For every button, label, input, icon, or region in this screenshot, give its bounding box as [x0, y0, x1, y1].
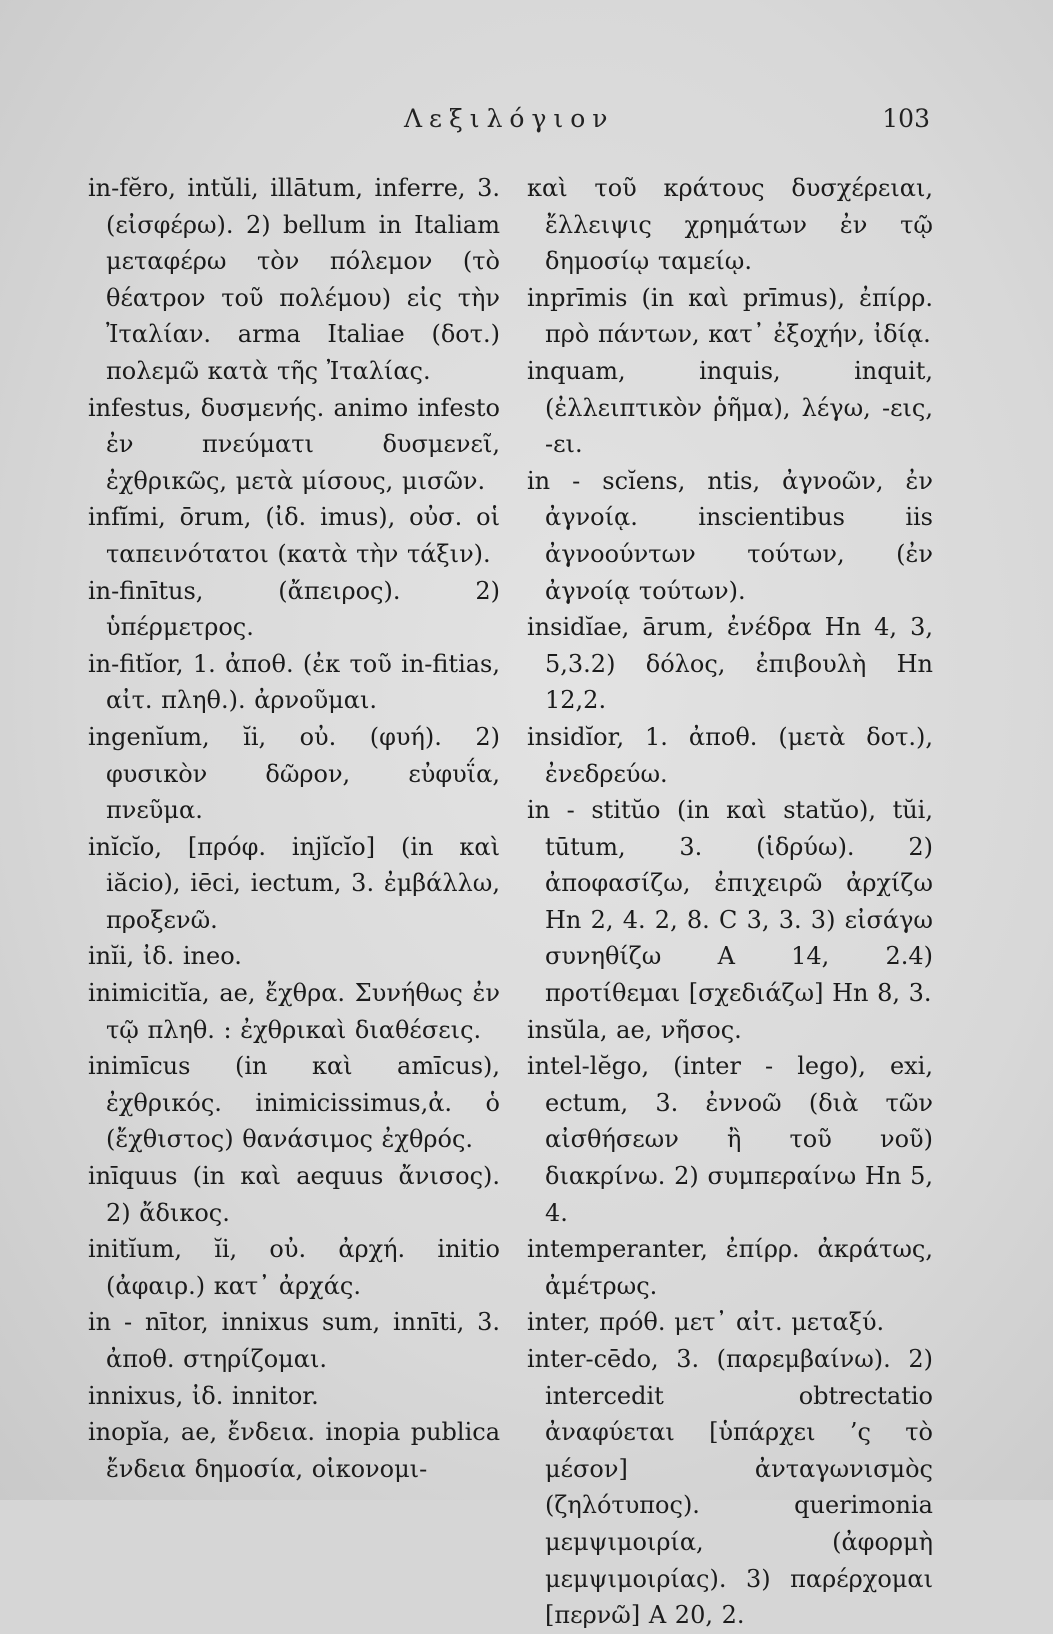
dictionary-entry: inĭi, ἰδ. ineo. [88, 942, 242, 971]
dictionary-entry: in - stitŭo (in καὶ statŭo), tŭi, tūtum, 3. (ἱδρύω). 2) ἀποφασίζω, ἐπιχειρῶ ἀρχίζω Hn 2, 4. 2, 8. C 3, 3. 3) εἰσάγω συνηθίζω A 14, 2.4) προτίθεμαι [σχεδιάζω] Hn 8, 3. [527, 796, 933, 1008]
dictionary-entry: inquam, inquis, inquit, (ἐλλειπτικὸν ῥῆμα), λέγω, -εις, -ει. [527, 356, 933, 459]
dictionary-entry: in-fĕro, intŭli, illātum, inferre, 3. (εἰσφέρω). 2) bellum in Italiam μεταφέρω τὸν πόλεμον (τὸ θέατρον τοῦ πολέμου) εἰς τὴν Ἰταλίαν. arma Italiae (δοτ.) πολεμῶ κατὰ τῆς Ἰταλίας. [88, 174, 500, 385]
dictionary-entry: in - nītor, innixus sum, innīti, 3. ἀποθ. στηρίζομαι. [88, 1308, 500, 1373]
dictionary-entry: innixus, ἰδ. innitor. [88, 1381, 319, 1410]
dictionary-entry: insidĭor, 1. ἀποθ. (μετὰ δοτ.), ἐνεδρεύω. [527, 722, 933, 788]
page-number: 103 [882, 104, 930, 133]
dictionary-entry: intemperanter, ἐπίρρ. ἀκράτως, ἀμέτρως. [527, 1235, 933, 1300]
dictionary-entry: in-fitĭor, 1. ἀποθ. (ἐκ τοῦ in-fitias, αἰτ. πληθ.). ἀρνοῦμαι. [88, 649, 500, 715]
dictionary-entry: intel-lĕgo, (inter - lego), exi, ectum, 3. ἐννοῶ (διὰ τῶν αἰσθήσεων ἢ τοῦ νοῦ) διακρίνω. 2) συμπεραίνω Hn 5, 4. [527, 1052, 933, 1227]
dictionary-entry: inter-cēdo, 3. (παρεμβαίνω). 2) intercedit obtrectatio ἀναφύεται [ὑπάρχει ’ς τὸ μέσον] ἀνταγωνισμὸς (ζηλότυπος). querimonia μεμψιμοιρία, (ἀφορμὴ μεμψιμοιρίας). 3) παρέρχομαι [περνῶ] A 20, 2. [527, 1345, 933, 1630]
dictionary-entry: inopĭa, ae, ἔνδεια. inopia publica ἔνδεια δημοσία, οἰκονομι- [88, 1418, 500, 1483]
dictionary-entry-continued: καὶ τοῦ κράτους δυσχέρειαι, ἔλλειψις χρημάτων ἐν τῷ δημοσίῳ ταμείῳ. [527, 174, 933, 276]
left-column [88, 170, 500, 1487]
dictionary-entry: in-finītus, (ἄπειρος). 2) ὑπέρμετρος. [88, 576, 500, 642]
dictionary-entry: inprīmis (in καὶ prīmus), ἐπίρρ. πρὸ πάντων, κατ᾽ ἐξοχήν, ἰδίᾳ. [527, 283, 933, 349]
dictionary-entry: infĭmi, ōrum, (ἰδ. imus), οὐσ. οἱ ταπεινότατοι (κατὰ τὴν τάξιν). [88, 503, 500, 568]
dictionary-entry: in - scĭens, ntis, ἀγνοῶν, ἐν ἀγνοίᾳ. inscientibus iis ἀγνοούντων τούτων, (ἐν ἀγνοίᾳ τούτων). [527, 466, 933, 605]
dictionary-entry: inimicitĭa, ae, ἔχθρα. Συνήθως ἐν τῷ πληθ. : ἐχθρικαὶ διαθέσεις. [88, 979, 500, 1044]
dictionary-entry: inīquus (in καὶ aequus ἄνισος). 2) ἄδικος. [88, 1162, 500, 1227]
dictionary-entry: insŭla, ae, νῆσος. [527, 1015, 742, 1044]
running-title: Λεξιλόγιον [404, 104, 615, 133]
dictionary-entry: inter, πρόθ. μετ᾽ αἰτ. μεταξύ. [527, 1308, 885, 1337]
dictionary-entry: infestus, δυσμενής. animo infesto ἐν πνεύματι δυσμενεῖ, ἐχθρικῶς, μετὰ μίσους, μισῶν. [88, 393, 500, 495]
dictionary-entry: ingenĭum, ĭi, οὐ. (φυή). 2) φυσικὸν δῶρον, εὐφυΐα, πνεῦμα. [88, 722, 500, 825]
right-column [527, 170, 933, 1634]
dictionary-entry: initĭum, ĭi, οὐ. ἀρχή. initio (ἀφαιρ.) κατ᾽ ἀρχάς. [88, 1235, 500, 1300]
running-head [0, 104, 1053, 144]
dictionary-entry: insidĭae, ārum, ἐνέδρα Hn 4, 3, 5,3.2) δόλος, ἐπιβουλὴ Hn 12,2. [527, 613, 933, 715]
dictionary-entry: inimīcus (in καὶ amīcus), ἐχθρικός. inimicissimus,ἀ. ὁ (ἔχθιστος) θανάσιμος ἐχθρός. [88, 1052, 500, 1154]
dictionary-entry: inĭcĭo, [πρόφ. injĭcĭo] (in καὶ iăcio), iēci, iectum, 3. ἐμβάλλω, προξενῶ. [88, 832, 500, 934]
